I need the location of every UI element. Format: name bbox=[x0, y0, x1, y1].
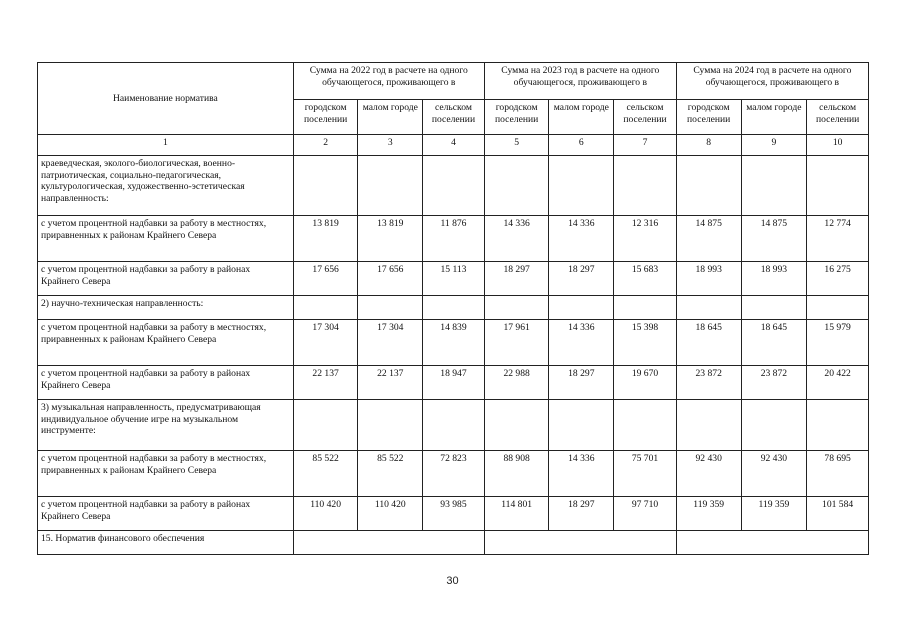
value-cell: 14 336 bbox=[549, 451, 614, 497]
value-cell: 14 336 bbox=[549, 216, 614, 262]
value-cell: 101 584 bbox=[807, 497, 869, 531]
value-cell: 119 359 bbox=[676, 497, 741, 531]
value-cell: 110 420 bbox=[293, 497, 358, 531]
row-label: с учетом процентной надбавки за работу в районах Крайнего Севера bbox=[38, 366, 294, 400]
value-cell bbox=[484, 296, 549, 320]
column-number-row bbox=[38, 135, 869, 156]
value-cell: 11 876 bbox=[423, 216, 485, 262]
value-cell: 23 872 bbox=[676, 366, 741, 400]
header-year-2022: Сумма на 2022 год в расчете на одного обучающегося, проживающего в bbox=[293, 63, 484, 100]
value-cell: 13 819 bbox=[293, 216, 358, 262]
value-cell bbox=[807, 156, 869, 216]
value-cell: 14 839 bbox=[423, 320, 485, 366]
value-cell: 18 993 bbox=[676, 262, 741, 296]
header-sub-small-town: малом городе bbox=[549, 100, 614, 135]
value-cell: 18 645 bbox=[676, 320, 741, 366]
row-label: с учетом процентной надбавки за работу в местностях, приравненных к районам Крайнего Севера bbox=[38, 216, 294, 262]
value-cell: 17 304 bbox=[293, 320, 358, 366]
value-cell: 15 979 bbox=[807, 320, 869, 366]
value-cell bbox=[293, 156, 358, 216]
header-sub-small-town: малом городе bbox=[741, 100, 807, 135]
value-cell: 18 297 bbox=[549, 366, 614, 400]
value-cell bbox=[807, 400, 869, 451]
row-label: с учетом процентной надбавки за работу в местностях, приравненных к районам Крайнего Севера bbox=[38, 451, 294, 497]
value-cell: 18 947 bbox=[423, 366, 485, 400]
column-number: 7 bbox=[614, 135, 677, 156]
value-cell bbox=[676, 531, 868, 555]
row-label: 2) научно-техническая направленность: bbox=[38, 296, 294, 320]
value-cell bbox=[423, 400, 485, 451]
header-sub-urban: городском поселении bbox=[293, 100, 358, 135]
value-cell bbox=[293, 531, 484, 555]
value-cell bbox=[358, 400, 423, 451]
table-row bbox=[38, 216, 869, 262]
value-cell bbox=[423, 156, 485, 216]
value-cell: 22 137 bbox=[293, 366, 358, 400]
column-number: 5 bbox=[484, 135, 549, 156]
value-cell: 88 908 bbox=[484, 451, 549, 497]
value-cell: 13 819 bbox=[358, 216, 423, 262]
value-cell: 14 875 bbox=[741, 216, 807, 262]
value-cell: 92 430 bbox=[741, 451, 807, 497]
table-row bbox=[38, 156, 869, 216]
value-cell: 14 336 bbox=[484, 216, 549, 262]
table-row bbox=[38, 320, 869, 366]
column-number: 9 bbox=[741, 135, 807, 156]
row-label: с учетом процентной надбавки за работу в районах Крайнего Севера bbox=[38, 262, 294, 296]
header-sub-urban: городском поселении bbox=[484, 100, 549, 135]
value-cell: 19 670 bbox=[614, 366, 677, 400]
value-cell: 23 872 bbox=[741, 366, 807, 400]
value-cell: 18 645 bbox=[741, 320, 807, 366]
value-cell: 92 430 bbox=[676, 451, 741, 497]
header-year-2023: Сумма на 2023 год в расчете на одного обучающегося, проживающего в bbox=[484, 63, 676, 100]
value-cell: 18 993 bbox=[741, 262, 807, 296]
header-sub-rural: сельском поселении bbox=[614, 100, 677, 135]
value-cell: 75 701 bbox=[614, 451, 677, 497]
value-cell: 72 823 bbox=[423, 451, 485, 497]
value-cell: 17 656 bbox=[358, 262, 423, 296]
value-cell: 18 297 bbox=[549, 497, 614, 531]
header-year-2024: Сумма на 2024 год в расчете на одного обучающегося, проживающего в bbox=[676, 63, 868, 100]
value-cell bbox=[614, 296, 677, 320]
value-cell: 15 398 bbox=[614, 320, 677, 366]
value-cell: 97 710 bbox=[614, 497, 677, 531]
value-cell: 17 656 bbox=[293, 262, 358, 296]
value-cell bbox=[741, 296, 807, 320]
value-cell bbox=[293, 296, 358, 320]
column-number: 1 bbox=[38, 135, 294, 156]
value-cell: 15 683 bbox=[614, 262, 677, 296]
value-cell bbox=[741, 156, 807, 216]
value-cell: 20 422 bbox=[807, 366, 869, 400]
value-cell bbox=[293, 400, 358, 451]
value-cell: 14 875 bbox=[676, 216, 741, 262]
column-number: 3 bbox=[358, 135, 423, 156]
header-sub-rural: сельском поселении bbox=[423, 100, 485, 135]
value-cell: 17 961 bbox=[484, 320, 549, 366]
value-cell: 18 297 bbox=[549, 262, 614, 296]
value-cell: 12 316 bbox=[614, 216, 677, 262]
row-label: краеведческая, эколого-биологическая, военно-патриотическая, социально-педагогическая, культурологическая, художественно-эстетическая направленность: bbox=[38, 156, 294, 216]
value-cell bbox=[549, 296, 614, 320]
value-cell bbox=[549, 400, 614, 451]
header-sub-rural: сельском поселении bbox=[807, 100, 869, 135]
value-cell: 15 113 bbox=[423, 262, 485, 296]
value-cell bbox=[358, 296, 423, 320]
value-cell bbox=[676, 400, 741, 451]
header-name-cell: Наименование норматива bbox=[38, 63, 294, 135]
row-label: 15. Норматив финансового обеспечения bbox=[38, 531, 294, 555]
value-cell bbox=[549, 156, 614, 216]
table-row bbox=[38, 366, 869, 400]
value-cell: 114 801 bbox=[484, 497, 549, 531]
value-cell: 12 774 bbox=[807, 216, 869, 262]
value-cell: 16 275 bbox=[807, 262, 869, 296]
value-cell: 14 336 bbox=[549, 320, 614, 366]
row-label: с учетом процентной надбавки за работу в районах Крайнего Севера bbox=[38, 497, 294, 531]
normative-table bbox=[37, 62, 869, 555]
table-row bbox=[38, 400, 869, 451]
header-sub-urban: городском поселении bbox=[676, 100, 741, 135]
value-cell bbox=[614, 400, 677, 451]
value-cell: 119 359 bbox=[741, 497, 807, 531]
value-cell bbox=[358, 156, 423, 216]
value-cell: 18 297 bbox=[484, 262, 549, 296]
value-cell bbox=[676, 296, 741, 320]
table-row bbox=[38, 497, 869, 531]
column-number: 4 bbox=[423, 135, 485, 156]
value-cell: 93 985 bbox=[423, 497, 485, 531]
value-cell bbox=[484, 531, 676, 555]
column-number: 8 bbox=[676, 135, 741, 156]
value-cell bbox=[807, 296, 869, 320]
value-cell: 110 420 bbox=[358, 497, 423, 531]
page-number: 30 bbox=[446, 575, 459, 587]
value-cell bbox=[423, 296, 485, 320]
header-sub-small-town: малом городе bbox=[358, 100, 423, 135]
value-cell bbox=[741, 400, 807, 451]
value-cell bbox=[484, 400, 549, 451]
row-label: с учетом процентной надбавки за работу в местностях, приравненных к районам Крайнего Севера bbox=[38, 320, 294, 366]
value-cell bbox=[484, 156, 549, 216]
value-cell: 22 988 bbox=[484, 366, 549, 400]
table-row bbox=[38, 531, 869, 555]
value-cell: 85 522 bbox=[358, 451, 423, 497]
column-number: 10 bbox=[807, 135, 869, 156]
value-cell bbox=[614, 156, 677, 216]
table-row bbox=[38, 262, 869, 296]
table-row bbox=[38, 451, 869, 497]
value-cell: 85 522 bbox=[293, 451, 358, 497]
value-cell: 17 304 bbox=[358, 320, 423, 366]
column-number: 2 bbox=[293, 135, 358, 156]
column-number: 6 bbox=[549, 135, 614, 156]
value-cell: 78 695 bbox=[807, 451, 869, 497]
value-cell bbox=[676, 156, 741, 216]
row-label: 3) музыкальная направленность, предусматривающая индивидуальное обучение игре на музыкальном инструменте: bbox=[38, 400, 294, 451]
value-cell: 22 137 bbox=[358, 366, 423, 400]
table-row bbox=[38, 296, 869, 320]
